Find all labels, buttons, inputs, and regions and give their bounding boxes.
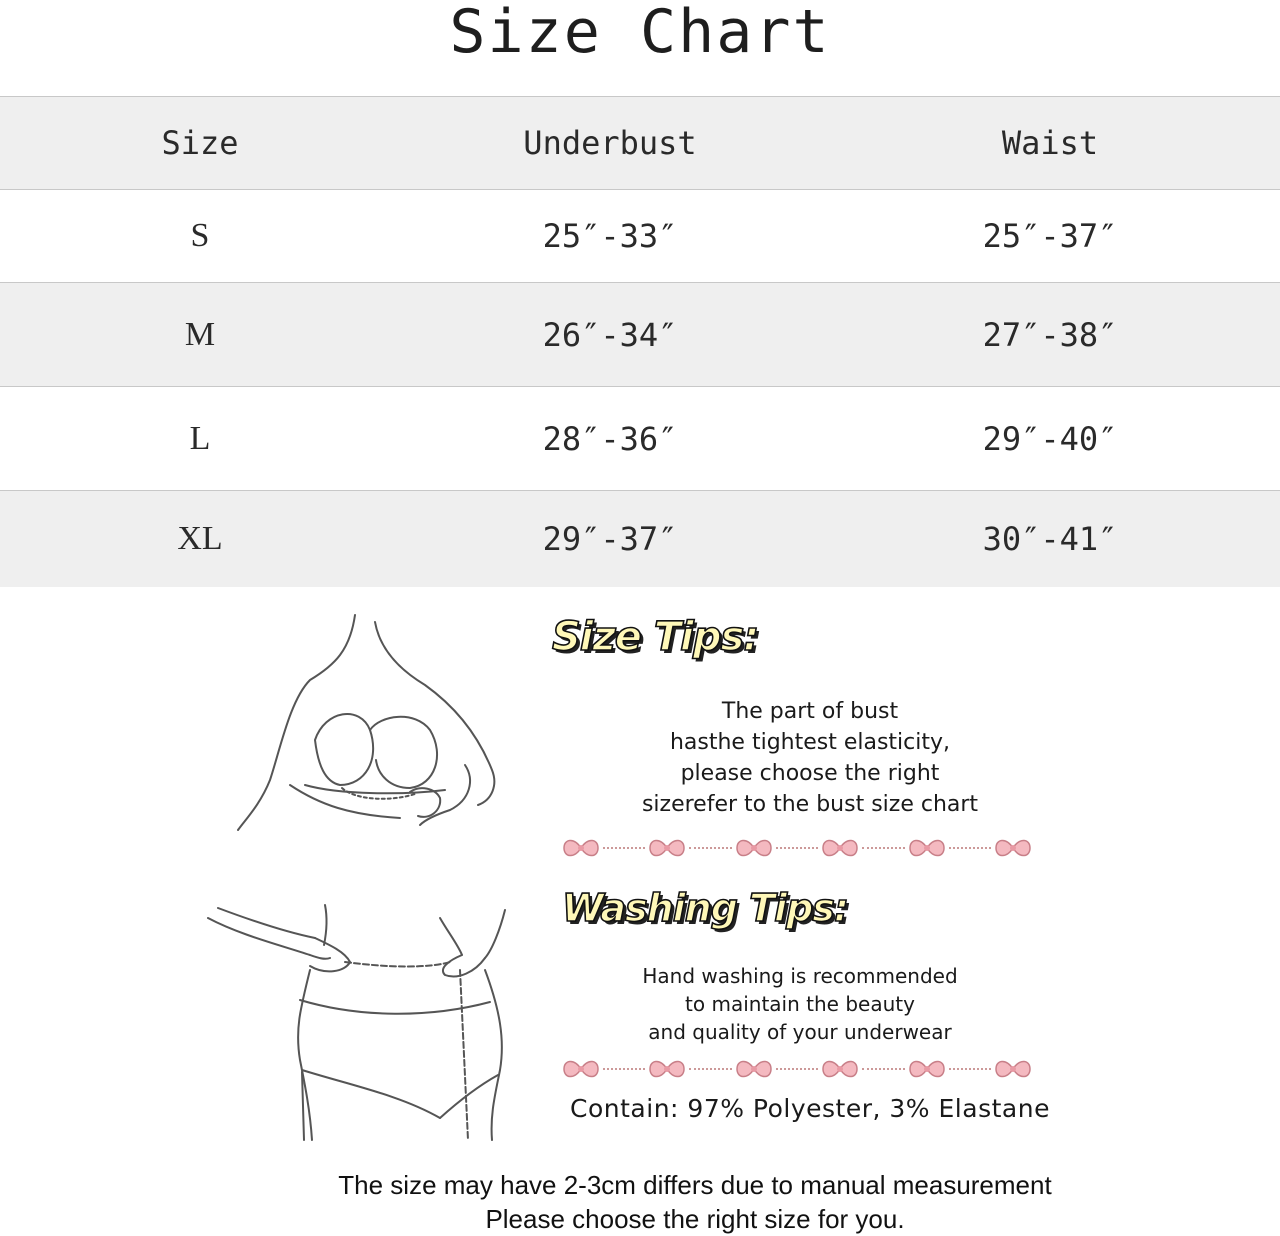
dotted-line <box>862 847 904 849</box>
table-header-row <box>0 96 1280 189</box>
size-cell: S <box>190 217 210 254</box>
table-row <box>0 282 1280 386</box>
page-title: Size Chart <box>449 0 831 67</box>
size-tips-text <box>600 696 1020 820</box>
washing-tips-text <box>590 962 1010 1046</box>
dotted-line <box>689 1068 731 1070</box>
dotted-line <box>603 1068 645 1070</box>
bow-icon <box>994 1058 1032 1080</box>
table-row <box>0 189 1280 282</box>
bow-icon <box>562 1058 600 1080</box>
bow-icon <box>821 837 859 859</box>
waist-measure-illustration <box>200 900 520 1145</box>
bow-icon <box>821 1058 859 1080</box>
waist-cell: 27″-38″ <box>982 315 1118 354</box>
bow-icon <box>735 837 773 859</box>
header-size: Size <box>161 124 239 162</box>
bow-icon <box>908 837 946 859</box>
bow-icon <box>562 837 600 859</box>
bust-measure-illustration <box>230 610 510 835</box>
dotted-line <box>862 1068 904 1070</box>
waist-cell: 29″-40″ <box>982 419 1118 458</box>
washing-tips-heading: Washing Tips: <box>562 886 849 930</box>
underbust-cell: 25″-33″ <box>542 217 678 255</box>
size-tip-line: The part of bust <box>721 699 899 724</box>
washing-tip-line: Hand washing is recommended <box>642 964 958 988</box>
waist-cell: 25″-37″ <box>982 217 1118 255</box>
underbust-cell: 28″-36″ <box>542 419 678 458</box>
dotted-line <box>776 1068 818 1070</box>
header-underbust: Underbust <box>523 124 697 162</box>
size-table <box>0 96 1280 587</box>
table-row <box>0 386 1280 490</box>
bow-icon <box>735 1058 773 1080</box>
size-cell: M <box>184 315 216 353</box>
bow-icon <box>648 1058 686 1080</box>
waist-cell: 30″-41″ <box>982 520 1118 558</box>
dotted-line <box>689 847 731 849</box>
underbust-cell: 29″-37″ <box>542 520 678 558</box>
bow-divider <box>562 836 1032 860</box>
material-composition: Contain: 97% Polyester, 3% Elastane <box>570 1094 1050 1123</box>
size-cell: L <box>189 419 211 457</box>
measurement-note: The size may have 2-3cm differs due to manual measurement <box>338 1170 1052 1200</box>
bow-icon <box>994 837 1032 859</box>
header-waist: Waist <box>1001 124 1099 162</box>
washing-tip-line: and quality of your underwear <box>648 1020 952 1044</box>
bow-icon <box>908 1058 946 1080</box>
dotted-line <box>949 847 991 849</box>
dotted-line <box>949 1068 991 1070</box>
size-tips-heading: Size Tips: <box>552 614 759 660</box>
size-advice-note: Please choose the right size for you. <box>485 1204 905 1234</box>
bow-icon <box>648 837 686 859</box>
size-cell: XL <box>177 520 223 557</box>
table-row <box>0 490 1280 587</box>
bow-divider <box>562 1057 1032 1081</box>
dotted-line <box>603 847 645 849</box>
size-tip-line: please choose the right <box>680 761 940 786</box>
underbust-cell: 26″-34″ <box>542 315 678 354</box>
washing-tip-line: to maintain the beauty <box>685 992 915 1016</box>
size-tip-line: hasthe tightest elasticity, <box>669 730 951 755</box>
dotted-line <box>776 847 818 849</box>
size-tip-line: sizerefer to the bust size chart <box>641 792 979 817</box>
